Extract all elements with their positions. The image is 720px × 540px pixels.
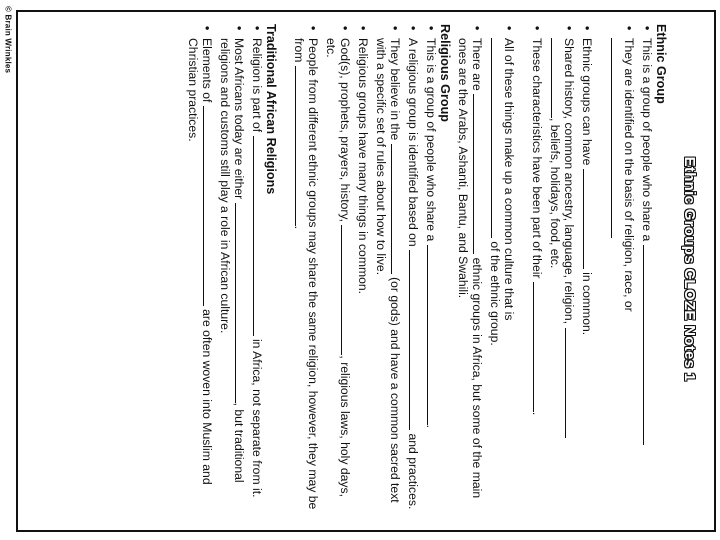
list-item: • People from different ethnic groups may share the same religion, however, they may be from . <box>292 24 320 514</box>
list-item: • These characteristics have been part of their . <box>530 24 544 514</box>
fill-in-blank[interactable] <box>611 38 622 238</box>
page-title: Ethnic Groups CLOZE Notes 1 <box>681 156 698 382</box>
ethnic-group-list <box>608 24 654 514</box>
fill-in-blank[interactable] <box>551 38 562 118</box>
religious-group-list <box>292 24 438 514</box>
traditional-religions-heading: Traditional African Religions <box>264 24 278 195</box>
fill-in-blank[interactable] <box>643 245 654 445</box>
list-item: • Shared history, common ancestry, language, religion, , beliefs, holidays, food, etc. <box>548 24 576 514</box>
list-item: • Religion is part of in Africa, not separate from it. <box>250 24 264 514</box>
list-item: • Ethnic groups can have in common. <box>580 24 594 514</box>
list-item: • They believe in the (or gods) and have a common sacred text with a specific set of rules about how to live. <box>374 24 402 514</box>
fill-in-blank[interactable] <box>409 250 420 430</box>
list-item: • Religious groups have many things in common. <box>356 24 370 514</box>
list-item: • They are identified on the basis of religion, race, or <box>608 24 636 514</box>
list-item: • A religious group is identified based on and practices. <box>406 24 420 514</box>
document-frame <box>16 10 716 532</box>
fill-in-blank[interactable] <box>583 169 594 269</box>
fill-in-blank[interactable] <box>235 203 246 403</box>
fill-in-blank[interactable] <box>491 38 502 238</box>
fill-in-blank[interactable] <box>533 282 544 412</box>
notes-page <box>18 12 710 526</box>
fill-in-blank[interactable] <box>341 225 352 355</box>
ethnic-group-list-2 <box>530 24 594 514</box>
fill-in-blank[interactable] <box>473 94 484 254</box>
list-item: • There are ethnic groups in Africa, but some of the main ones are the Arabs, Ashanti, Bantu, and Swahili. <box>456 24 484 514</box>
fill-in-blank[interactable] <box>203 106 214 306</box>
ethnic-group-heading: Ethnic Group <box>654 24 668 104</box>
fill-in-blank[interactable] <box>295 66 306 226</box>
fill-in-blank[interactable] <box>253 136 264 336</box>
traditional-religions-list <box>186 24 264 514</box>
list-item: • Most Africans today are either , but traditional religions and customs still play a role in African culture. <box>218 24 246 514</box>
list-item: • Elements of are often woven into Muslim and Christian practices. <box>186 24 214 514</box>
copyright-strip <box>0 0 16 540</box>
fill-in-blank[interactable] <box>565 328 576 438</box>
list-item: • All of these things make up a common culture that is of the ethnic group. <box>488 24 516 514</box>
ethnic-group-list-3 <box>456 24 516 514</box>
fill-in-blank[interactable] <box>391 144 402 274</box>
religious-group-heading: Religious Group <box>438 24 452 122</box>
list-item: • God(s), prophets, prayers, history, , religious laws, holy days, etc. <box>324 24 352 514</box>
list-item: • This is a group of people who share a <box>640 24 654 514</box>
fill-in-blank[interactable] <box>427 245 438 425</box>
list-item: • This is a group of people who share a . <box>424 24 438 514</box>
copyright-text: © Brain Wrinkles <box>3 6 13 74</box>
